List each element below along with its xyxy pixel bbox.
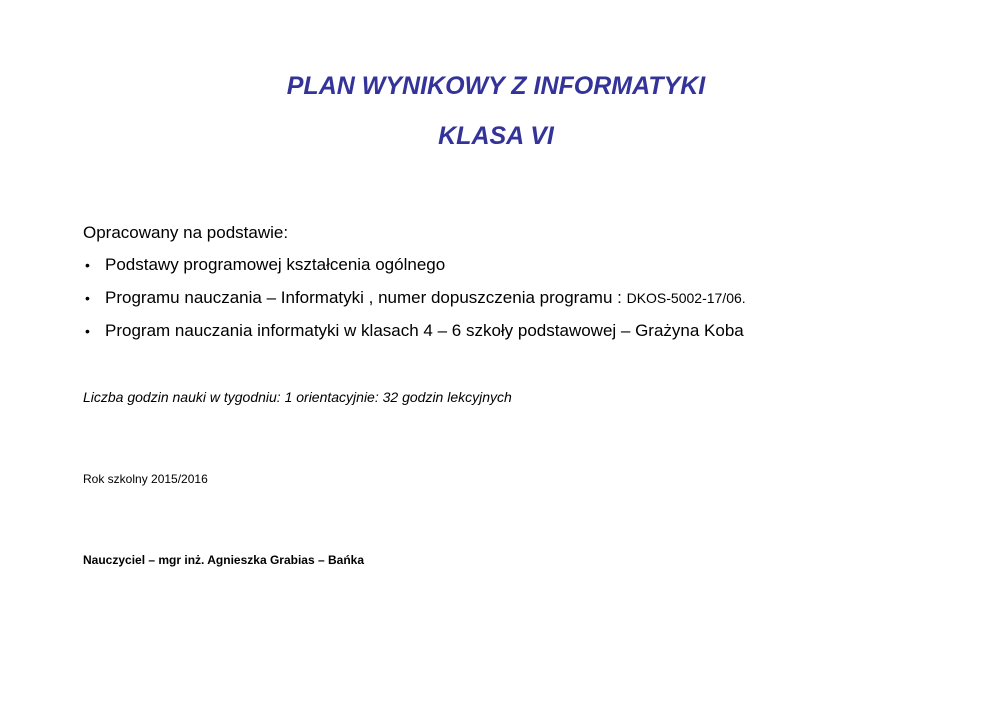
list-item: [83, 320, 963, 342]
bullet-icon: •: [85, 290, 90, 306]
document-header: [0, 68, 992, 154]
list-item-text: Programu nauczania – Informatyki , numer dopuszczenia programu :: [105, 288, 627, 307]
intro-text: Opracowany na podstawie:: [83, 223, 289, 242]
teacher-name: Nauczyciel – mgr inż. Agnieszka Grabias – Bańka: [83, 553, 365, 567]
list-item-text: Program nauczania informatyki w klasach 4 – 6 szkoły podstawowej – Grażyna Koba: [105, 321, 744, 340]
school-year: Rok szkolny 2015/2016: [83, 472, 208, 486]
bullet-icon: •: [85, 323, 90, 339]
list-item: [83, 287, 963, 309]
document-subtitle: KLASA VI: [438, 122, 554, 150]
hours-info: Liczba godzin nauki w tygodniu: 1 orientacyjnie: 32 godzin lekcyjnych: [83, 389, 512, 405]
document-title: PLAN WYNIKOWY Z INFORMATYKI: [286, 72, 706, 100]
source-list: [83, 254, 963, 353]
program-number: DKOS-5002-17/06.: [626, 290, 746, 306]
list-item: [83, 254, 963, 276]
bullet-icon: •: [85, 257, 90, 273]
list-item-text: Podstawy programowej kształcenia ogólnego: [105, 255, 446, 274]
